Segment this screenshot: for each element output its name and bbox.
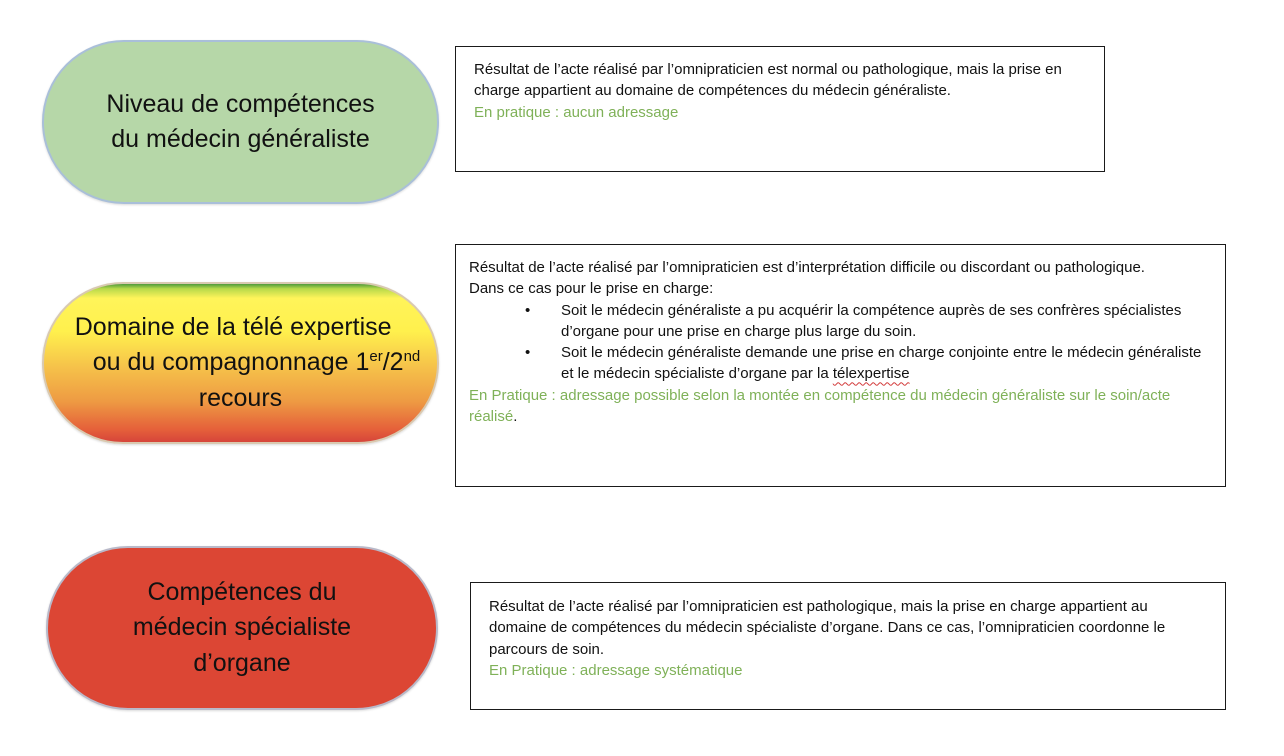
description-text: Résultat de l’acte réalisé par l’omnipraticien est normal ou pathologique, mais la prise en charge appartient au domaine de compétences du médecin généraliste. bbox=[474, 61, 1062, 100]
superscript-er: er bbox=[369, 348, 383, 366]
level-label-line: Compétences du bbox=[147, 577, 337, 606]
description-text: Résultat de l’acte réalisé par l’omnipraticien est pathologique, mais la prise en charge appartient au domaine de compétences du médecin spécialiste d’organe. Dans ce cas, l’omnipraticien coordonne le parcours de soin. bbox=[489, 598, 1166, 658]
description-box-specialist bbox=[470, 582, 1226, 710]
level-label-line: d’organe bbox=[193, 648, 291, 677]
description-box-tele-expertise bbox=[455, 244, 1226, 487]
bullet-dot-icon: • bbox=[525, 301, 531, 319]
practice-end: . bbox=[513, 408, 518, 426]
spellcheck-flagged-word: télexpertise bbox=[832, 365, 910, 383]
level-label bbox=[106, 87, 374, 158]
level-label-line: du médecin généraliste bbox=[111, 125, 370, 153]
practice-paragraph bbox=[469, 385, 1213, 428]
level-pill-specialist bbox=[46, 546, 438, 710]
practice-text: En Pratique : adressage possible selon la montée en compétence du médecin généraliste sur le soin/acte réalisé bbox=[469, 386, 1171, 426]
level-label bbox=[61, 310, 421, 417]
level-label-line: médecin spécialiste bbox=[132, 613, 352, 642]
level-pill-generalist bbox=[42, 40, 439, 204]
level-label-text: ou du compagnonnage 1 bbox=[92, 348, 370, 377]
description-text: Résultat de l’acte réalisé par l’omnipraticien est d’interprétation difficile ou discordant ou pathologique. bbox=[469, 259, 1145, 276]
practice-text: En Pratique : adressage systématique bbox=[489, 661, 743, 679]
bullet-item bbox=[469, 300, 1213, 343]
superscript-nd: nd bbox=[403, 348, 421, 366]
bullet-text: Soit le médecin généraliste demande une prise en charge conjointe entre le médecin généraliste et le médecin spécialiste d’organe par la bbox=[561, 344, 1202, 383]
practice-text: En pratique : aucun adressage bbox=[474, 103, 679, 121]
bullet-list bbox=[469, 300, 1213, 385]
level-label-line: recours bbox=[198, 383, 283, 412]
level-label bbox=[133, 575, 351, 682]
level-label-slash: /2 bbox=[382, 348, 404, 377]
description-text: Dans ce cas pour le prise en charge: bbox=[469, 280, 714, 298]
level-label-line: Niveau de compétences bbox=[106, 89, 375, 118]
bullet-item bbox=[469, 342, 1213, 385]
level-pill-tele-expertise bbox=[42, 282, 439, 444]
description-box-generalist bbox=[455, 46, 1105, 172]
level-label-line bbox=[61, 345, 421, 381]
bullet-text: Soit le médecin généraliste a pu acquérir la compétence auprès de ses confrères spécialistes d’organe pour une prise en charge plus large du soin. bbox=[561, 301, 1182, 340]
level-label-line: Domaine de la télé expertise bbox=[74, 312, 392, 341]
bullet-dot-icon: • bbox=[525, 344, 531, 362]
